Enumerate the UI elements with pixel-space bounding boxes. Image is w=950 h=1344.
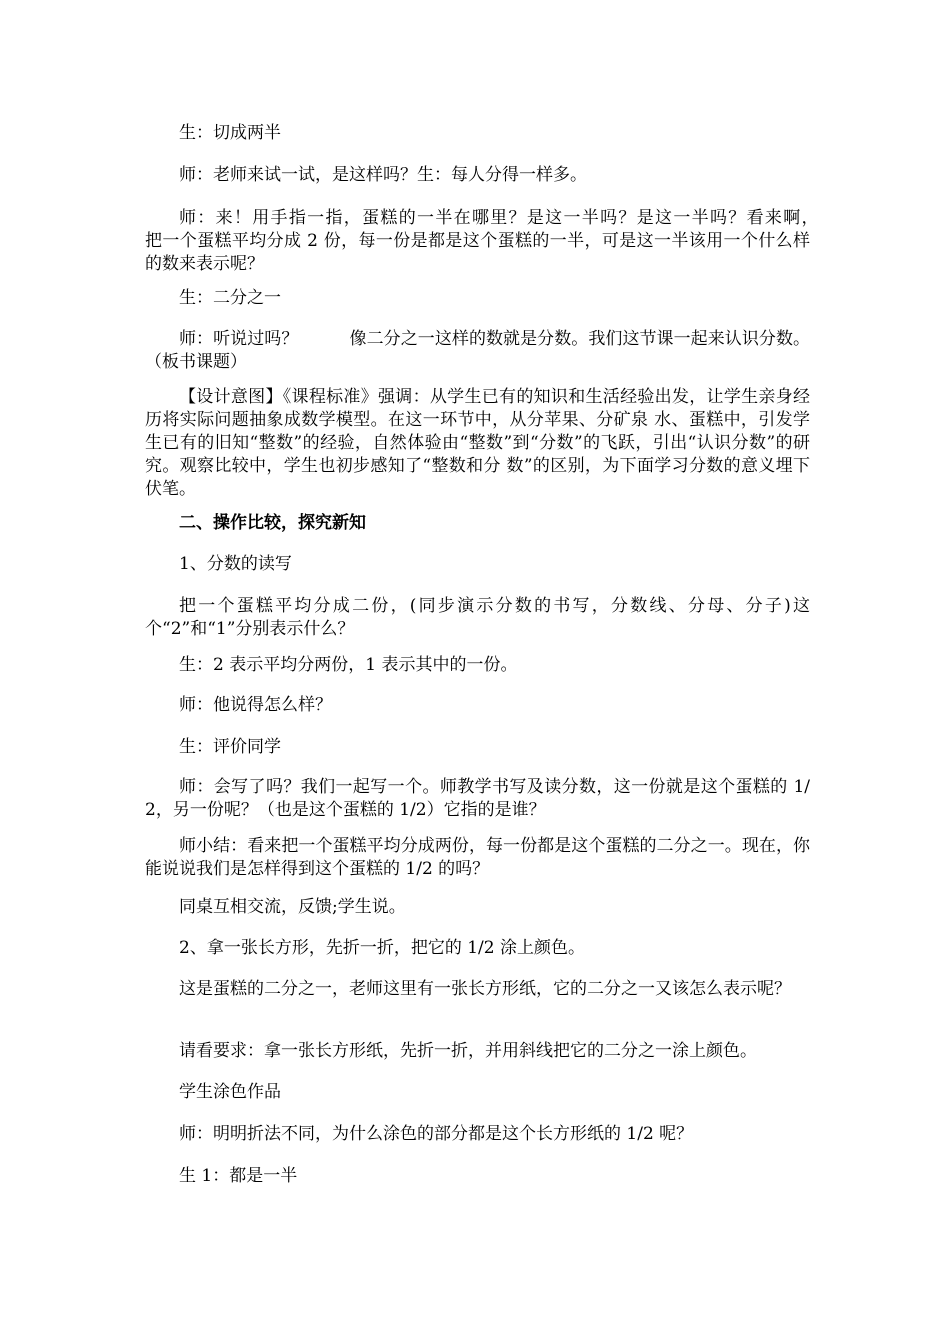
subheading-rectangle-fold: 2、拿一张长方形，先折一折，把它的 1/2 涂上颜色。: [179, 938, 585, 958]
paragraph-student-cut-in-half: 生：切成两半: [179, 123, 281, 143]
paragraph-teacher-heard-of: 师：听说过吗？ 像二分之一这样的数就是分数。我们这节课一起来认识分数。（板书课题）: [145, 329, 810, 372]
paragraph-student1-half: 生 1：都是一半: [179, 1166, 298, 1186]
paragraph-design-intent: 【设计意图】《课程标准》强调：从学生已有的知识和生活经验出发，让学生亲身经历将实际问题抽象成数学模型。在这一环节中，从分苹果、分矿泉 水、蛋糕中，引发学生已有的旧知“整数”的经验，自然体验由“整数”到“分数”的飞跃，引出“认识分数”的研究。观察比较中，学生也初步感知了“整数和分 数”的区别，为下面学习分数的意义埋下伏笔。: [145, 387, 810, 499]
section-heading-explore: 二、操作比较，探究新知: [179, 513, 366, 533]
paragraph-student-one-half: 生：二分之一: [179, 288, 281, 308]
paragraph-student-evaluate: 生：评价同学: [179, 737, 281, 757]
paragraph-deskmate-exchange: 同桌互相交流，反馈;学生说。: [179, 897, 406, 917]
paragraph-student-two-parts: 生：2 表示平均分两份，1 表示其中的一份。: [179, 655, 518, 675]
paragraph-teacher-try: 师：老师来试一试，是这样吗？生：每人分得一样多。: [179, 165, 587, 185]
paragraph-teacher-why-half: 师：明明折法不同，为什么涂色的部分都是这个长方形纸的 1/2 呢？: [179, 1124, 694, 1144]
paragraph-teacher-summary: 师小结：看来把一个蛋糕平均分成两份，每一份都是这个蛋糕的二分之一。现在，你能说说我们是怎样得到这个蛋糕的 1/2 的吗？: [145, 836, 810, 879]
paragraph-teacher-point-half: 师：来！用手指一指，蛋糕的一半在哪里？是这一半吗？是这一半吗？看来啊， 把一个蛋糕平均分成 2 份，每一份是都是这个蛋糕的一半，可是这一半该用一个什么样的数来表示呢？: [145, 208, 844, 274]
paragraph-cake-into-two: 把一个蛋糕平均分成二份，(同步演示分数的书写，分数线、分母、分子)这个“2”和“1”分别表示什么？: [145, 596, 810, 639]
subheading-reading-writing: 1、分数的读写: [179, 554, 292, 574]
paragraph-student-work: 学生涂色作品: [179, 1082, 281, 1102]
paragraph-requirements: 请看要求：拿一张长方形纸，先折一折，并用斜线把它的二分之一涂上颜色。: [179, 1041, 757, 1061]
paragraph-teacher-how: 师：他说得怎么样？: [179, 695, 332, 715]
paragraph-teacher-write-together: 师：会写了吗？我们一起写一个。师教学书写及读分数，这一份就是这个蛋糕的 1/2，另一份呢？（也是这个蛋糕的 1/2）它指的是谁？: [145, 777, 810, 820]
paragraph-rectangle-half: 这是蛋糕的二分之一，老师这里有一张长方形纸，它的二分之一又该怎么表示呢？: [179, 979, 791, 999]
